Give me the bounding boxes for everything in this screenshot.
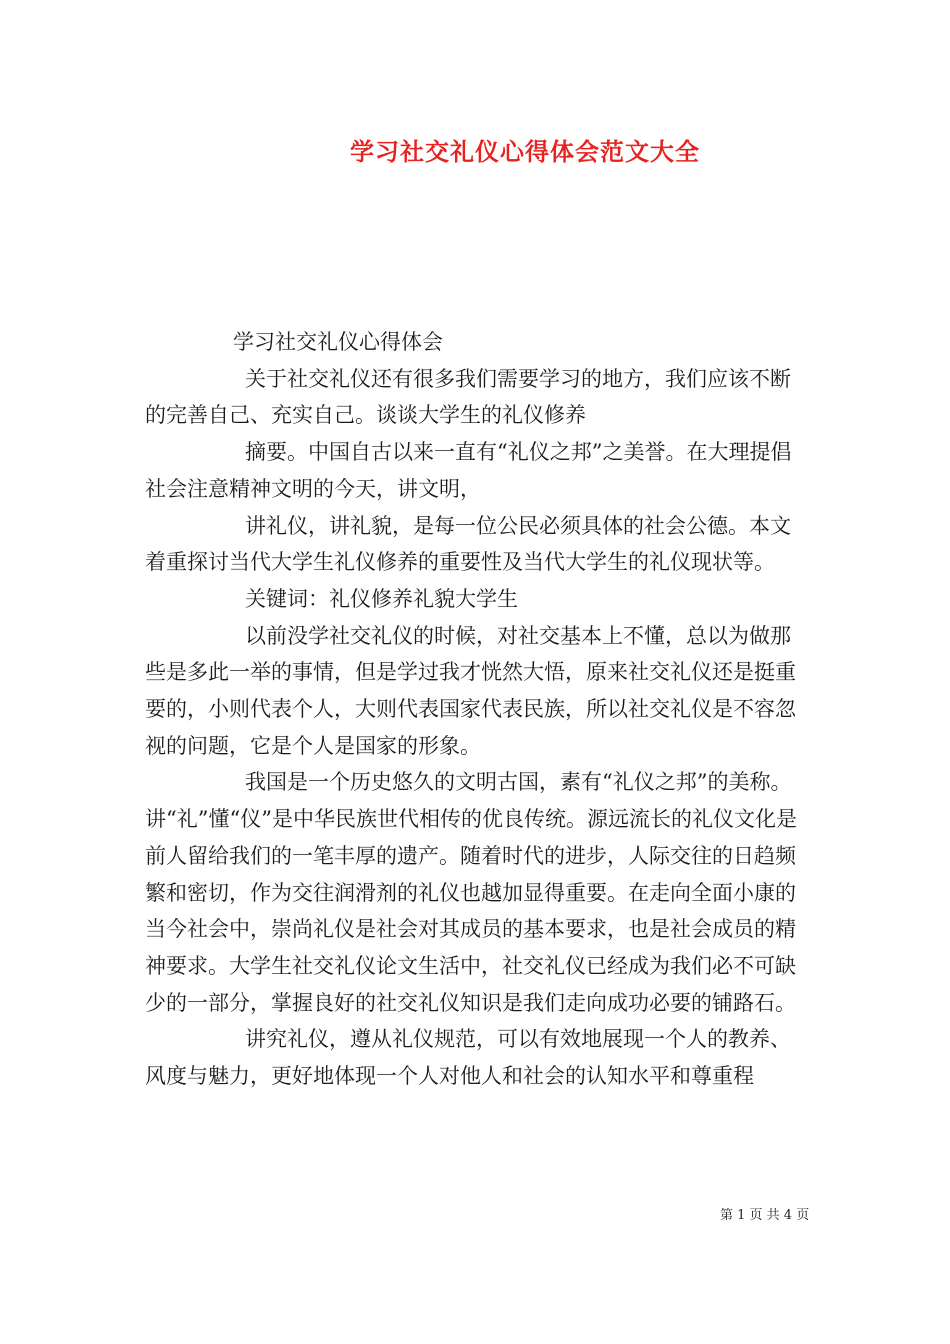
paragraph: 我国是一个历史悠久的文明古国，素有“礼仪之邦”的美称。讲“礼”懂“仪”是中华民族世代相传的优良传统。源远流长的礼仪文化是前人留给我们的一笔丰厚的遗产。随着时代的进步，人际交往的日趋频繁和密切，作为交往润滑剂的礼仪也越加显得重要。在走向全面小康的当今社会中，崇尚礼仪是社会对其成员的基本要求，也是社会成员的精神要求。大学生社交礼仪论文生活中，社交礼仪已经成为我们必不可缺少的一部分，掌握良好的社交礼仪知识是我们走向成功必要的铺路石。 [145,770,797,1015]
paragraph: 摘要。中国自古以来一直有“礼仪之邦”之美誉。在大理提倡社会注意精神文明的今天，讲文明， [145,440,792,501]
document-title: 学习社交礼仪心得体会范文大全 [350,137,700,166]
keywords-line: 关键词：礼仪修养礼貌大学生 [245,586,518,611]
paragraph: 以前没学社交礼仪的时候，对社交基本上不懂，总以为做那些是多此一举的事情，但是学过我才恍然大悟，原来社交礼仪还是挺重要的，小则代表个人，大则代表国家代表民族，所以社交礼仪是不容忽视的问题，它是个人是国家的形象。 [145,623,796,758]
paragraph: 关于社交礼仪还有很多我们需要学习的地方，我们应该不断的完善自己、充实自己。谈谈大学生的礼仪修养 [145,366,791,428]
paragraph: 讲究礼仪，遵从礼仪规范，可以有效地展现一个人的教养、风度与魅力，更好地体现一个人对他人和社会的认知水平和尊重程 [145,1027,791,1089]
document-subtitle: 学习社交礼仪心得体会 [233,330,443,354]
page-number: 第 1 页 共 4 页 [720,1208,810,1223]
document-body [145,324,810,1095]
paragraph: 讲礼仪，讲礼貌，是每一位公民必须具体的社会公德。本文着重探讨当代大学生礼仪修养的重要性及当代大学生的礼仪现状等。 [145,513,791,575]
